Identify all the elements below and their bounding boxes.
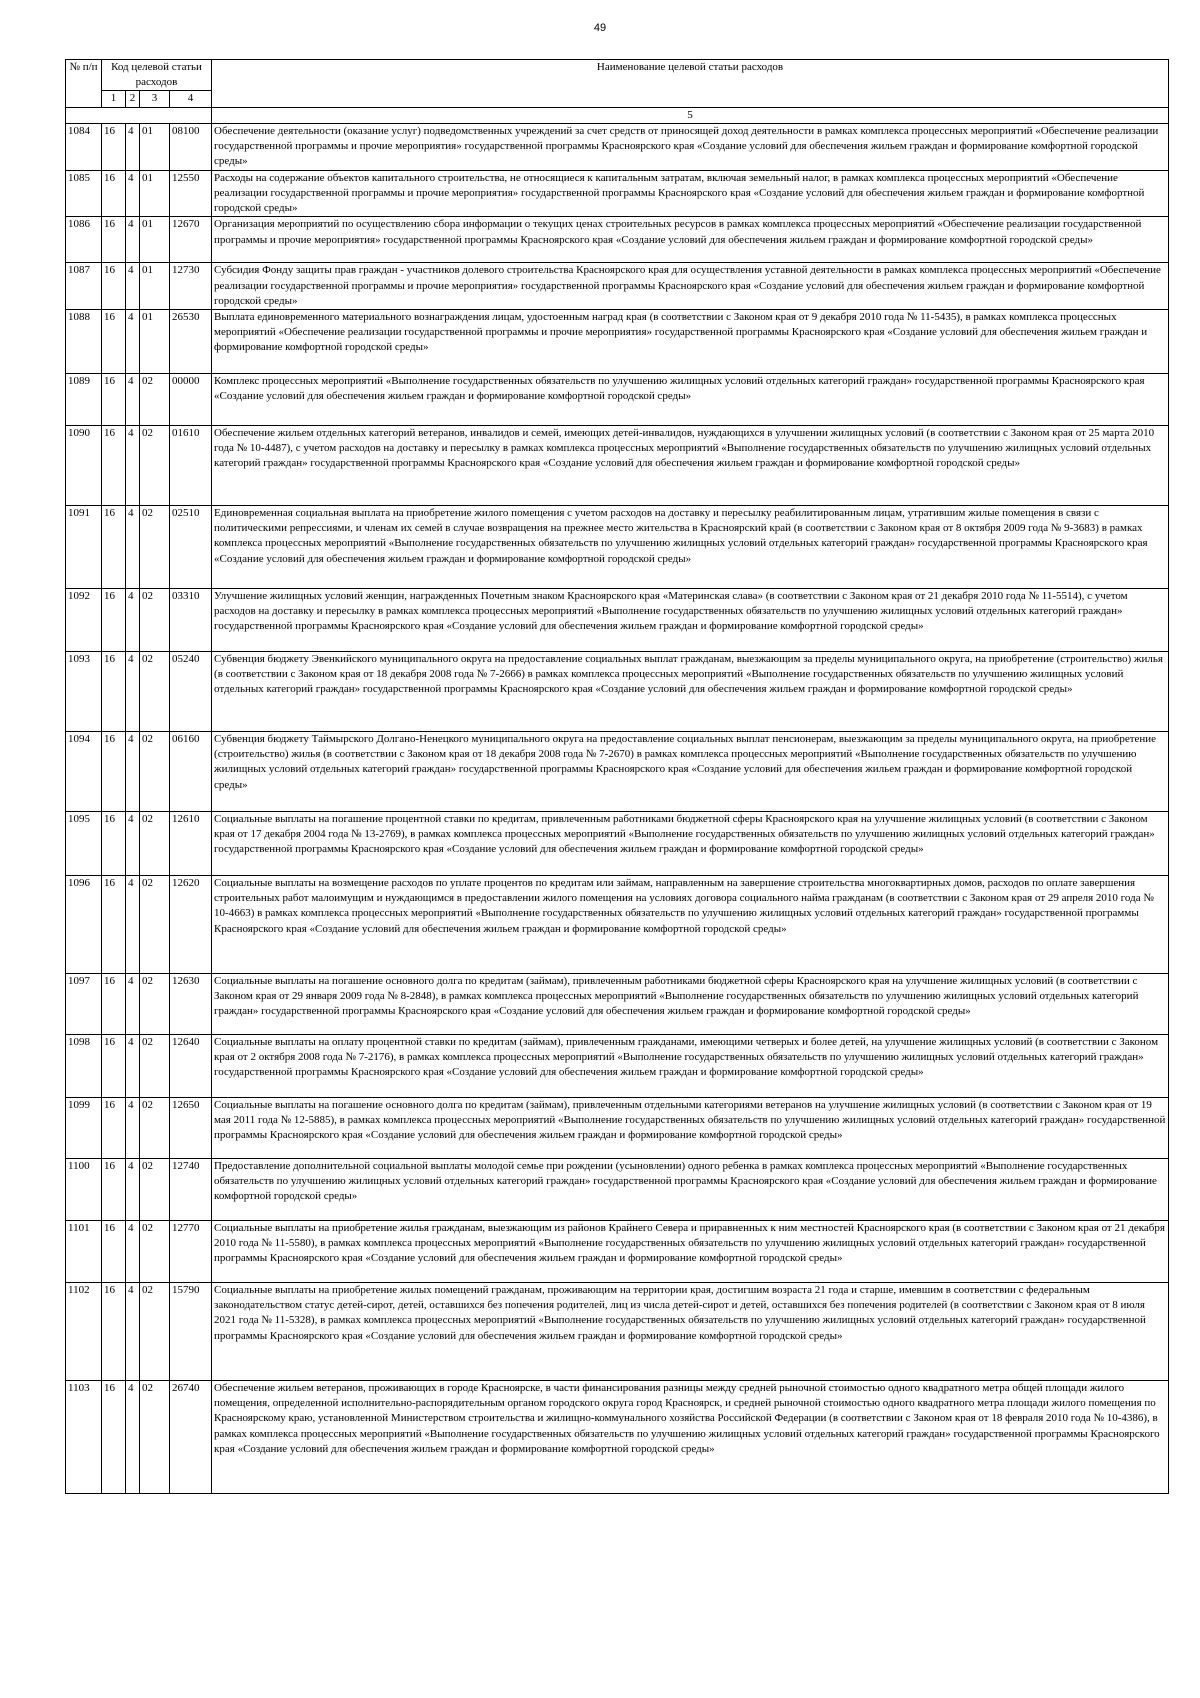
code-part-2: 4	[126, 1221, 140, 1283]
row-description: Социальные выплаты на приобретение жилых помещений гражданам, проживающим на территории края, достигшим возраста 21 года и старше, имевшим в соответствии с федеральным законодательством статус детей-сирот, детей, оставшихся без попечения родителей, лиц из числа детей-сирот и детей, оставшихся без попечения родителей (в соответствии с Законом края от 8 июля 2021 года № 11-5328), в рамках комплекса процессных мероприятий «Выполнение государственных обязательств по улучшению жилищных условий отдельных категорий граждан» государственной программы Красноярского края «Создание условий для обеспечения жильем граждан и формирование комфортной городской среды»	[212, 1283, 1169, 1381]
code-part-4: 12610	[170, 812, 212, 876]
code-part-4: 12630	[170, 974, 212, 1035]
row-description: Организация мероприятий по осуществлению сбора информации о текущих ценах строительных ресурсов в рамках комплекса процессных мероприятий «Обеспечение реализации государственной программы и прочие мероприятия» государственной программы Красноярского края «Создание условий для обеспечения жильем граждан и формирование комфортной городской среды»	[212, 217, 1169, 263]
code-part-2: 4	[126, 1283, 140, 1381]
code-part-2: 4	[126, 374, 140, 426]
row-number: 1087	[66, 263, 102, 310]
row-description: Расходы на содержание объектов капитального строительства, не относящиеся к капитальным затратам, включая земельный налог, в рамках комплекса процессных мероприятий «Обеспечение реализации государственной программы и прочие мероприятия» государственной программы Красноярского края «Создание условий для обеспечения жильем граждан и формирование комфортной городской среды»	[212, 170, 1169, 217]
code-part-1: 16	[102, 876, 126, 974]
code-part-4: 02510	[170, 506, 212, 589]
row-number: 1093	[66, 652, 102, 732]
code-part-3: 02	[140, 1159, 170, 1221]
table-row	[66, 589, 1169, 652]
code-part-2: 4	[126, 506, 140, 589]
table-row	[66, 652, 1169, 732]
row-description: Выплата единовременного материального вознаграждения лицам, удостоенным наград края (в соответствии с Законом края от 9 декабря 2010 года № 11-5435), в рамках комплекса процессных мероприятий «Обеспечение реализации государственной программы и прочие мероприятия» государственной программы Красноярского края «Создание условий для обеспечения жильем граждан и формирование комфортной городской среды»	[212, 310, 1169, 374]
code-part-1: 16	[102, 426, 126, 506]
table-row	[66, 426, 1169, 506]
row-description: Обеспечение жильем ветеранов, проживающих в городе Красноярске, в части финансирования разницы между средней рыночной стоимостью одного квадратного метра общей площади жилого помещения, определенной исполнительно-распорядительным органом городского округа город Красноярск, и средней рыночной стоимостью одного квадратного метра площади жилого помещения по Красноярскому краю, установленной Министерством строительства и жилищно-коммунального хозяйства Российской Федерации (в соответствии с Законом края от 18 февраля 2010 года № 10-4386), в рамках комплекса процессных мероприятий «Выполнение государственных обязательств по улучшению жилищных условий отдельных категорий граждан» государственной программы Красноярского края «Создание условий для обеспечения жильем граждан и формирование комфортной городской среды»	[212, 1381, 1169, 1494]
row-number: 1102	[66, 1283, 102, 1381]
code-part-2: 4	[126, 170, 140, 217]
row-description: Обеспечение деятельности (оказание услуг) подведомственных учреждений за счет средств от приносящей доход деятельности в рамках комплекса процессных мероприятий «Обеспечение реализации государственной программы и прочие мероприятия» государственной программы Красноярского края «Создание условий для обеспечения жильем граждан и формирование комфортной городской среды»	[212, 123, 1169, 170]
row-description: Социальные выплаты на погашение процентной ставки по кредитам, привлеченным работниками бюджетной сферы Красноярского края на улучшение жилищных условий (в соответствии с Законом края от 17 декабря 2004 года № 13-2769), в рамках комплекса процессных мероприятий «Выполнение государственных обязательств по улучшению жилищных условий отдельных категорий граждан» государственной программы Красноярского края «Создание условий для обеспечения жильем граждан и формирование комфортной городской среды»	[212, 812, 1169, 876]
code-part-3: 02	[140, 974, 170, 1035]
code-part-3: 01	[140, 310, 170, 374]
code-part-3: 02	[140, 1381, 170, 1494]
table-row	[66, 374, 1169, 426]
code-part-2: 4	[126, 1098, 140, 1159]
header-col-index: 2	[126, 91, 140, 107]
code-part-2: 4	[126, 1159, 140, 1221]
header-name: Наименование целевой статьи расходов	[212, 60, 1169, 108]
header-col-index: 5	[212, 107, 1169, 123]
code-part-1: 16	[102, 170, 126, 217]
code-part-1: 16	[102, 506, 126, 589]
code-part-3: 02	[140, 732, 170, 812]
code-part-4: 12620	[170, 876, 212, 974]
table-row	[66, 1283, 1169, 1381]
table-row	[66, 1035, 1169, 1098]
row-description: Субвенция бюджету Эвенкийского муниципального округа на предоставление социальных выплат гражданам, выезжающим за пределы муниципального округа, на приобретение (строительство) жилья (в соответствии с Законом края от 18 декабря 2008 года № 7-2666) в рамках комплекса процессных мероприятий «Выполнение государственных обязательств по улучшению жилищных условий отдельных категорий граждан» государственной программы Красноярского края «Создание условий для обеспечения жильем граждан и формирование комфортной городской среды»	[212, 652, 1169, 732]
row-description: Социальные выплаты на оплату процентной ставки по кредитам (займам), привлеченным гражданами, имеющими четверых и более детей, на улучшение жилищных условий (в соответствии с Законом края от 2 октября 2008 года № 7-2176), в рамках комплекса процессных мероприятий «Выполнение государственных обязательств по улучшению жилищных условий отдельных категорий граждан» государственной программы Красноярского края «Создание условий для обеспечения жильем граждан и формирование комфортной городской среды»	[212, 1035, 1169, 1098]
row-number: 1086	[66, 217, 102, 263]
code-part-1: 16	[102, 1381, 126, 1494]
row-description: Обеспечение жильем отдельных категорий ветеранов, инвалидов и семей, имеющих детей-инвалидов, нуждающихся в улучшении жилищных условий (в соответствии с Законом края от 25 марта 2010 года № 10-4487), с учетом расходов на доставку и пересылку в рамках комплекса процессных мероприятий «Выполнение государственных обязательств по улучшению жилищных условий отдельных категорий граждан» государственной программы Красноярского края «Создание условий для обеспечения жильем граждан и формирование комфортной городской среды»	[212, 426, 1169, 506]
table-row	[66, 170, 1169, 217]
code-part-1: 16	[102, 589, 126, 652]
row-number: 1090	[66, 426, 102, 506]
code-part-4: 12670	[170, 217, 212, 263]
row-number: 1100	[66, 1159, 102, 1221]
code-part-3: 02	[140, 652, 170, 732]
table-body	[66, 123, 1169, 1493]
row-number: 1097	[66, 974, 102, 1035]
code-part-1: 16	[102, 732, 126, 812]
code-part-2: 4	[126, 123, 140, 170]
row-number: 1088	[66, 310, 102, 374]
code-part-4: 01610	[170, 426, 212, 506]
code-part-1: 16	[102, 123, 126, 170]
code-part-3: 02	[140, 426, 170, 506]
code-part-2: 4	[126, 876, 140, 974]
row-number: 1098	[66, 1035, 102, 1098]
code-part-3: 02	[140, 589, 170, 652]
table-row	[66, 812, 1169, 876]
row-number: 1085	[66, 170, 102, 217]
table-row	[66, 1381, 1169, 1494]
code-part-4: 06160	[170, 732, 212, 812]
row-number: 1089	[66, 374, 102, 426]
header-col-index: 4	[170, 91, 212, 107]
header-col-index: 3	[140, 91, 170, 107]
row-description: Социальные выплаты на погашение основного долга по кредитам (займам), привлеченным отдельными категориями ветеранов на улучшение жилищных условий (в соответствии с Законом края от 19 мая 2011 года № 12-5885), в рамках комплекса процессных мероприятий «Выполнение государственных обязательств по улучшению жилищных условий отдельных категорий граждан» государственной программы Красноярского края «Создание условий для обеспечения жильем граждан и формирование комфортной городской среды»	[212, 1098, 1169, 1159]
row-number: 1101	[66, 1221, 102, 1283]
code-part-1: 16	[102, 652, 126, 732]
header-code: Код целевой статьи расходов	[102, 60, 212, 91]
row-number: 1096	[66, 876, 102, 974]
code-part-1: 16	[102, 374, 126, 426]
code-part-3: 02	[140, 506, 170, 589]
row-number: 1095	[66, 812, 102, 876]
code-part-1: 16	[102, 1159, 126, 1221]
code-part-4: 12650	[170, 1098, 212, 1159]
code-part-4: 03310	[170, 589, 212, 652]
table-row	[66, 123, 1169, 170]
code-part-4: 00000	[170, 374, 212, 426]
code-part-1: 16	[102, 974, 126, 1035]
code-part-2: 4	[126, 812, 140, 876]
row-description: Предоставление дополнительной социальной выплаты молодой семье при рождении (усыновлении) одного ребенка в рамках комплекса процессных мероприятий «Выполнение государственных обязательств по улучшению жилищных условий отдельных категорий граждан» государственной программы Красноярского края «Создание условий для обеспечения жильем граждан и формирование комфортной городской среды»	[212, 1159, 1169, 1221]
table-row	[66, 263, 1169, 310]
page-number: 49	[593, 22, 607, 34]
table-row	[66, 310, 1169, 374]
row-number: 1092	[66, 589, 102, 652]
code-part-4: 05240	[170, 652, 212, 732]
table-row	[66, 217, 1169, 263]
table-row	[66, 1221, 1169, 1283]
code-part-3: 02	[140, 1098, 170, 1159]
row-number: 1103	[66, 1381, 102, 1494]
code-part-2: 4	[126, 1035, 140, 1098]
code-part-4: 12770	[170, 1221, 212, 1283]
code-part-1: 16	[102, 1221, 126, 1283]
table-row	[66, 1159, 1169, 1221]
table-row	[66, 974, 1169, 1035]
code-part-2: 4	[126, 310, 140, 374]
code-part-2: 4	[126, 263, 140, 310]
code-part-2: 4	[126, 1381, 140, 1494]
code-part-3: 02	[140, 374, 170, 426]
row-description: Единовременная социальная выплата на приобретение жилого помещения с учетом расходов на доставку и пересылку реабилитированным лицам, утратившим жилые помещения в связи с политическими репрессиями, и членам их семей в случае возвращения на прежнее место жительства в Красноярский край (в соответствии с Законом края от 8 октября 2009 года № 9-3683) в рамках комплекса процессных мероприятий «Выполнение государственных обязательств по улучшению жилищных условий отдельных категорий граждан» государственной программы Красноярского края «Создание условий для обеспечения жильем граждан и формирование комфортной городской среды»	[212, 506, 1169, 589]
table-row	[66, 876, 1169, 974]
code-part-2: 4	[126, 217, 140, 263]
code-part-2: 4	[126, 652, 140, 732]
code-part-4: 08100	[170, 123, 212, 170]
row-number: 1091	[66, 506, 102, 589]
row-number: 1099	[66, 1098, 102, 1159]
header-number: № п/п	[66, 60, 102, 108]
code-part-1: 16	[102, 263, 126, 310]
code-part-3: 01	[140, 170, 170, 217]
code-part-1: 16	[102, 310, 126, 374]
code-part-3: 02	[140, 876, 170, 974]
table-row	[66, 1098, 1169, 1159]
row-number: 1094	[66, 732, 102, 812]
row-description: Субвенция бюджету Таймырского Долгано-Ненецкого муниципального округа на предоставление социальных выплат пенсионерам, выезжающим за пределы муниципального округа, на приобретение (строительство) жилья (в соответствии с Законом края от 18 декабря 2008 года № 7-2670) в рамках комплекса процессных мероприятий «Выполнение государственных обязательств по улучшению жилищных условий отдельных категорий граждан» государственной программы Красноярского края «Создание условий для обеспечения жильем граждан и формирование комфортной городской среды»	[212, 732, 1169, 812]
row-description: Субсидия Фонду защиты прав граждан - участников долевого строительства Красноярского края для осуществления уставной деятельности в рамках комплекса процессных мероприятий «Обеспечение реализации государственной программы и прочие мероприятия» государственной программы Красноярского края «Создание условий для обеспечения жильем граждан и формирование комфортной городской среды»	[212, 263, 1169, 310]
row-description: Социальные выплаты на погашение основного долга по кредитам (займам), привлеченным работниками бюджетной сферы Красноярского края на улучшение жилищных условий (в соответствии с Законом края от 29 января 2009 года № 8-2848), в рамках комплекса процессных мероприятий «Выполнение государственных обязательств по улучшению жилищных условий отдельных категорий граждан» государственной программы Красноярского края «Создание условий для обеспечения жильем граждан и формирование комфортной городской среды»	[212, 974, 1169, 1035]
row-number: 1084	[66, 123, 102, 170]
code-part-1: 16	[102, 812, 126, 876]
code-part-3: 01	[140, 263, 170, 310]
code-part-4: 26530	[170, 310, 212, 374]
code-part-2: 4	[126, 589, 140, 652]
code-part-1: 16	[102, 217, 126, 263]
code-part-3: 01	[140, 217, 170, 263]
code-part-4: 12550	[170, 170, 212, 217]
code-part-3: 01	[140, 123, 170, 170]
code-part-4: 12730	[170, 263, 212, 310]
row-description: Комплекс процессных мероприятий «Выполнение государственных обязательств по улучшению жилищных условий отдельных категорий граждан» государственной программы Красноярского края «Создание условий для обеспечения жильем граждан и формирование комфортной городской среды»	[212, 374, 1169, 426]
code-part-2: 4	[126, 426, 140, 506]
code-part-1: 16	[102, 1283, 126, 1381]
code-part-3: 02	[140, 1283, 170, 1381]
code-part-2: 4	[126, 974, 140, 1035]
code-part-3: 02	[140, 1221, 170, 1283]
row-description: Улучшение жилищных условий женщин, награжденных Почетным знаком Красноярского края «Материнская слава» (в соответствии с Законом края от 21 декабря 2010 года № 11-5514), с учетом расходов на доставку и пересылку в рамках комплекса процессных мероприятий «Выполнение государственных обязательств по улучшению жилищных условий отдельных категорий граждан» государственной программы Красноярского края «Создание условий для обеспечения жильем граждан и формирование комфортной городской среды»	[212, 589, 1169, 652]
code-part-4: 15790	[170, 1283, 212, 1381]
row-description: Социальные выплаты на приобретение жилья гражданам, выезжающим из районов Крайнего Севера и приравненных к ним местностей Красноярского края (в соответствии с Законом края от 21 декабря 2010 года № 11-5580), в рамках комплекса процессных мероприятий «Выполнение государственных обязательств по улучшению жилищных условий отдельных категорий граждан» государственной программы Красноярского края «Создание условий для обеспечения жильем граждан и формирование комфортной городской среды»	[212, 1221, 1169, 1283]
budget-table	[65, 59, 1169, 1494]
header-col-index: 1	[102, 91, 126, 107]
code-part-4: 26740	[170, 1381, 212, 1494]
row-description: Социальные выплаты на возмещение расходов по уплате процентов по кредитам или займам, направленным на завершение строительства многоквартирных домов, расходов по оплате завершения строительных работ малоимущим и нуждающимся в предоставлении жилого помещения на условиях договора социального найма гражданам (в соответствии с Законом края от 29 апреля 2010 года № 10-4663) в рамках комплекса процессных мероприятий «Выполнение государственных обязательств по улучшению жилищных условий отдельных категорий граждан» государственной программы Красноярского края «Создание условий для обеспечения жильем граждан и формирование комфортной городской среды»	[212, 876, 1169, 974]
code-part-2: 4	[126, 732, 140, 812]
table-row	[66, 506, 1169, 589]
code-part-1: 16	[102, 1098, 126, 1159]
code-part-4: 12640	[170, 1035, 212, 1098]
table-row	[66, 732, 1169, 812]
code-part-1: 16	[102, 1035, 126, 1098]
code-part-3: 02	[140, 812, 170, 876]
code-part-4: 12740	[170, 1159, 212, 1221]
code-part-3: 02	[140, 1035, 170, 1098]
